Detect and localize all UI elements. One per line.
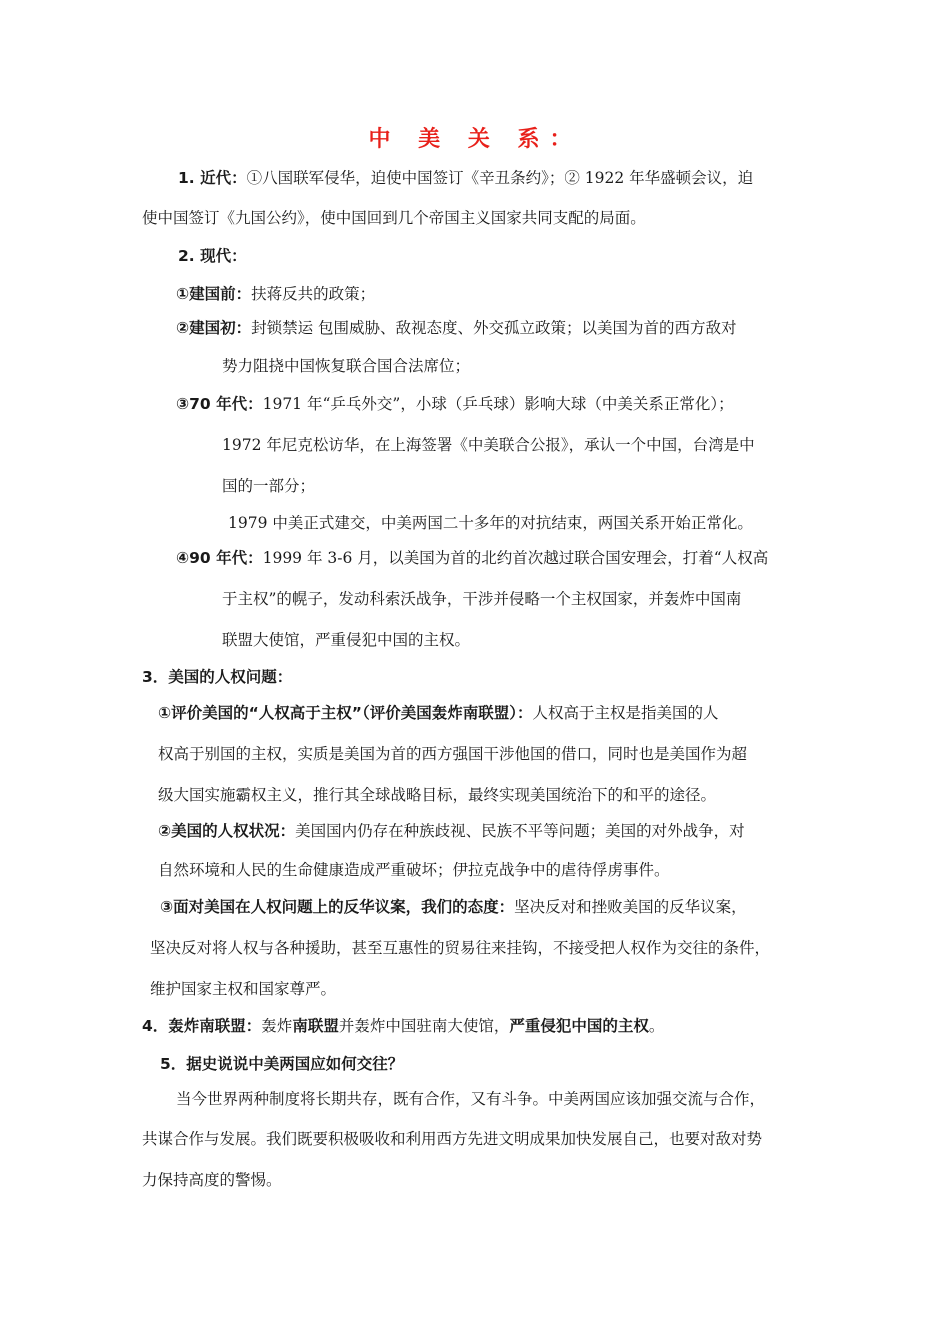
section-5-label: 5．据史说说中美两国应如何交往？: [160, 1055, 404, 1073]
section-2-item-1: [176, 284, 375, 304]
section-3-item-3-line-2: 坚决反对将人权与各种援助，甚至互惠性的贸易往来挂钩，不接受把人权作为交往的条件，: [150, 939, 771, 957]
section-3-item-1-line-2: 权高于别国的主权，实质是美国为首的西方强国干涉他国的借口，同时也是美国作为超: [158, 745, 748, 763]
section-3-label: 3．美国的人权问题：: [142, 668, 293, 686]
section-2-item-3-line-1: [176, 394, 734, 414]
section-2-item-4-line-1: [176, 548, 768, 568]
section-2-item-2-line-1: [176, 318, 737, 338]
section-1-label: 1. 近代：: [178, 169, 247, 187]
section-2-item-3-line-2: 1972 年尼克松访华，在上海签署《中美联合公报》，承认一个中国，台湾是中: [222, 436, 755, 454]
section-2-item-4-label: ④90 年代：: [176, 549, 263, 567]
section-2-item-2-label: ②建国初：: [176, 319, 252, 337]
section-2-item-3-text-1: 1971 年“乒乓外交”，小球（乒乓球）影响大球（中美关系正常化）；: [262, 395, 734, 413]
section-3-item-1-line-1: [158, 703, 719, 723]
section-5-line-1: 当今世界两种制度将长期共存，既有合作，又有斗争。中美两国应该加强交流与合作，: [176, 1090, 766, 1108]
section-3-item-1-text-1: 人权高于主权是指美国的人: [532, 704, 719, 722]
section-2-item-1-label: ①建国前：: [176, 285, 252, 303]
section-2-item-4-text-1: 1999 年 3-6 月，以美国为首的北约首次越过联合国安理会，打着“人权高: [262, 549, 769, 567]
section-4-label: 4．轰炸南联盟：: [142, 1017, 262, 1035]
section-3-item-3-line-1: [160, 897, 747, 917]
section-3-item-2-line-2: 自然环境和人民的生命健康造成严重破坏；伊拉克战争中的虐待俘虏事件。: [158, 861, 670, 879]
section-4-text-1: 轰炸: [261, 1017, 293, 1035]
section-3-item-3-line-3: 维护国家主权和国家尊严。: [150, 980, 337, 998]
section-2-label: 2. 现代：: [178, 247, 247, 265]
section-5-line-2: 共谋合作与发展。我们既要积极吸收和利用西方先进文明成果加快发展自己，也要对敌对势: [142, 1130, 763, 1148]
section-2-item-3-line-3: 国的一部分；: [222, 477, 316, 495]
section-1-line-1: [178, 168, 753, 188]
section-2-item-3-label: ③70 年代：: [176, 395, 263, 413]
section-1-line-2: 使中国签订《九国公约》，使中国回到几个帝国主义国家共同支配的局面。: [142, 209, 646, 227]
section-4-line: [142, 1016, 664, 1036]
section-4-text-5: 。: [648, 1017, 665, 1035]
section-2-item-2-line-2: 势力阻挠中国恢复联合国合法席位；: [222, 357, 471, 375]
page-title: 中 美 关 系：: [368, 127, 582, 152]
section-4-text-3: 并轰炸中国驻南大使馆，: [338, 1017, 510, 1035]
section-2-item-4-line-3: 联盟大使馆，严重侵犯中国的主权。: [222, 631, 471, 649]
section-2-item-1-text: 扶蒋反共的政策；: [251, 285, 376, 303]
section-3-item-2-line-1: [158, 821, 745, 841]
section-2-item-3-line-4: 1979 中美正式建交，中美两国二十多年的对抗结束，两国关系开始正常化。: [228, 514, 753, 532]
section-4-text-2: 南联盟: [292, 1017, 339, 1035]
section-4-text-4: 严重侵犯中国的主权: [509, 1017, 649, 1035]
section-3-item-3-text-1: 坚决反对和挫败美国的反华议案，: [514, 898, 747, 916]
section-3-item-3-label: ③面对美国在人权问题上的反华议案，我们的态度：: [160, 898, 515, 916]
section-3-item-1-label: ①评价美国的“人权高于主权”（评价美国轰炸南联盟）：: [158, 704, 533, 722]
section-3-item-1-line-3: 级大国实施霸权主义，推行其全球战略目标，最终实现美国统治下的和平的途径。: [158, 786, 717, 804]
section-3-item-2-label: ②美国的人权状况：: [158, 822, 296, 840]
section-1-text-1: ①八国联军侵华，迫使中国签订《辛丑条约》；② 1922 年华盛顿会议，迫: [246, 169, 754, 187]
section-2-item-4-line-2: 于主权”的幌子，发动科索沃战争，干涉并侵略一个主权国家，并轰炸中国南: [222, 590, 742, 608]
section-5-line-3: 力保持高度的警惕。: [142, 1171, 282, 1189]
section-3-item-2-text-1: 美国国内仍存在种族歧视、民族不平等问题；美国的对外战争，对: [295, 822, 745, 840]
section-2-item-2-text-1: 封锁禁运 包围威胁、敌视态度、外交孤立政策；以美国为首的西方敌对: [251, 319, 737, 337]
